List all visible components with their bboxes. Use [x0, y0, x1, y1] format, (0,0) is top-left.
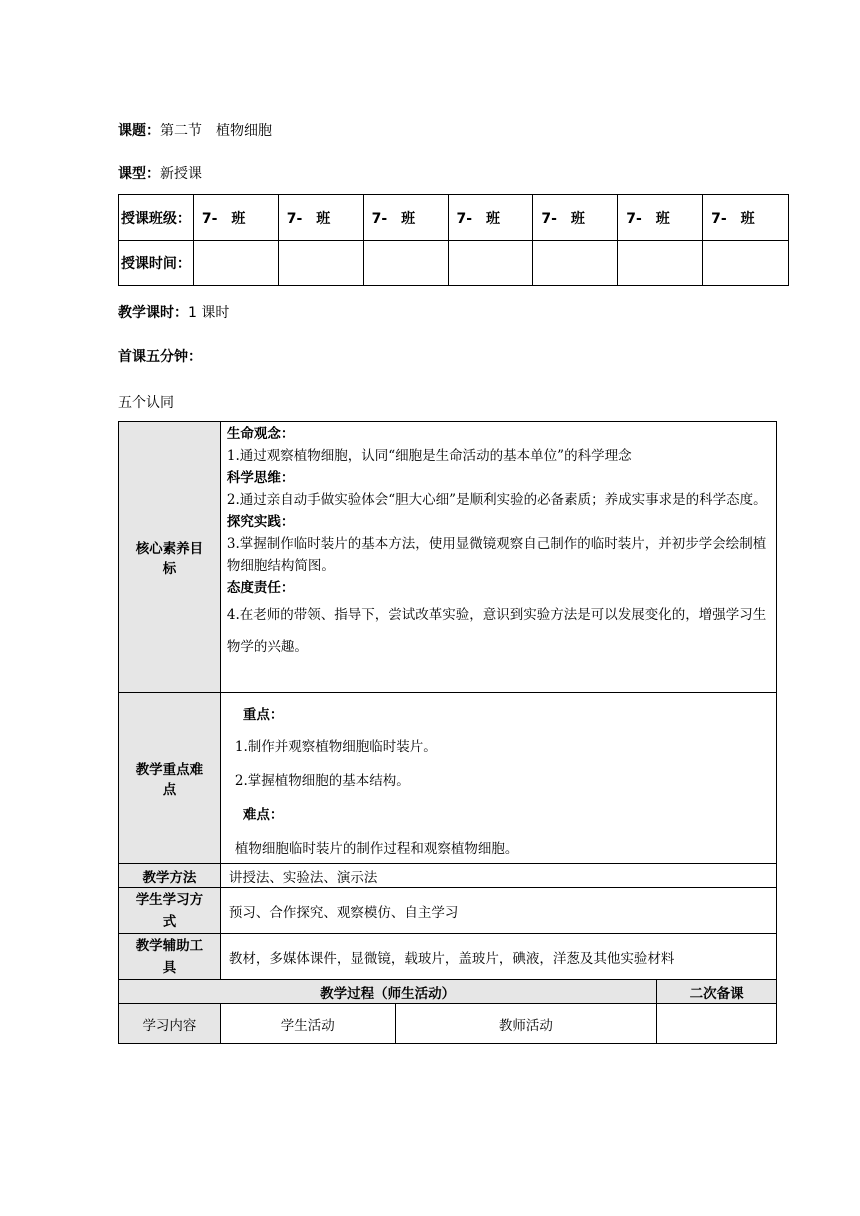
first-five-line: [118, 346, 202, 366]
key-item: 1.制作并观察植物细胞临时装片。: [234, 739, 437, 755]
time-cell: [448, 241, 533, 286]
topic-label: 课题：: [118, 123, 160, 139]
core-section-text: 4.在老师的带领、指导下，尝试改革实验，意识到实验方法是可以发展变化的，增强学习生物学的兴趣。: [226, 607, 767, 655]
col-secondary-empty: [657, 1004, 777, 1044]
topic-value: 第二节 植物细胞: [160, 123, 272, 139]
process-title: 教学过程（师生活动）: [119, 980, 657, 1004]
method-row: [119, 864, 777, 888]
class-cell: 7- 班: [533, 195, 618, 241]
type-value: 新授课: [160, 166, 202, 182]
time-cell: [193, 241, 278, 286]
class-cell: 7- 班: [193, 195, 278, 241]
time-cell: [278, 241, 363, 286]
time-row: [119, 241, 789, 286]
hours-label: 教学课时：: [118, 305, 188, 321]
time-cell: [363, 241, 448, 286]
class-cell: 7- 班: [448, 195, 533, 241]
time-label: 授课时间：: [119, 241, 194, 286]
class-table: [118, 194, 789, 286]
topic-line: [118, 120, 272, 140]
class-row: [119, 195, 789, 241]
learning-row: [119, 888, 777, 934]
core-content: [220, 422, 776, 693]
core-section-text: 3.掌握制作临时装片的基本方法，使用显微镜观察自己制作的临时装片，并初步学会绘制植物细胞结构简图。: [226, 536, 767, 574]
hours-line: [118, 302, 229, 322]
lesson-table: [118, 421, 777, 1044]
core-section-text: 2.通过亲自动手做实验体会“胆大心细”是顺利实验的必备素质；养成实事求是的科学态度。: [226, 492, 767, 508]
time-cell: [533, 241, 618, 286]
col-teacher: 教师活动: [395, 1004, 657, 1044]
class-cell: 7- 班: [618, 195, 703, 241]
type-line: [118, 163, 202, 183]
learning-label: 学生学习方式: [119, 888, 221, 934]
secondary-prep: 二次备课: [657, 980, 777, 1004]
time-cell: [618, 241, 703, 286]
core-section-text: 1.通过观察植物细胞，认同“细胞是生命活动的基本单位”的科学理念: [226, 448, 632, 464]
core-section-title: 探究实践：: [226, 514, 295, 530]
tools-label: 教学辅助工具: [119, 934, 221, 980]
tools-row: [119, 934, 777, 980]
key-item: 2.掌握植物细胞的基本结构。: [234, 773, 410, 789]
key-content: [220, 693, 776, 864]
core-row: [119, 422, 777, 693]
time-cell: [703, 241, 789, 286]
core-section-title: 生命观念：: [226, 426, 295, 442]
col-content: 学习内容: [119, 1004, 221, 1044]
method-label: 教学方法: [119, 864, 221, 888]
col-student: 学生活动: [220, 1004, 395, 1044]
core-label: 核心素养目标: [119, 422, 221, 693]
difficult-text: 植物细胞临时装片的制作过程和观察植物细胞。: [234, 841, 519, 857]
key-row: [119, 693, 777, 864]
class-cell: 7- 班: [703, 195, 789, 241]
tools-value: 教材，多媒体课件，显微镜，载玻片，盖玻片，碘液，洋葱及其他实验材料: [220, 934, 776, 980]
class-label: 授课班级：: [119, 195, 194, 241]
hours-value: 1 课时: [188, 305, 230, 321]
process-header-row: [119, 980, 777, 1004]
five-identify: 五个认同: [118, 395, 174, 411]
first-five-label: 首课五分钟：: [118, 349, 202, 365]
class-cell: 7- 班: [363, 195, 448, 241]
class-cell: 7- 班: [278, 195, 363, 241]
key-label: 教学重点难点: [119, 693, 221, 864]
core-section-title: 态度责任：: [226, 580, 295, 596]
process-columns-row: [119, 1004, 777, 1044]
core-section-title: 科学思维：: [226, 470, 295, 486]
difficult-title: 难点：: [242, 807, 284, 823]
method-value: 讲授法、实验法、演示法: [220, 864, 776, 888]
type-label: 课型：: [118, 166, 160, 182]
key-title: 重点：: [242, 707, 284, 723]
learning-value: 预习、合作探究、观察模仿、自主学习: [220, 888, 776, 934]
